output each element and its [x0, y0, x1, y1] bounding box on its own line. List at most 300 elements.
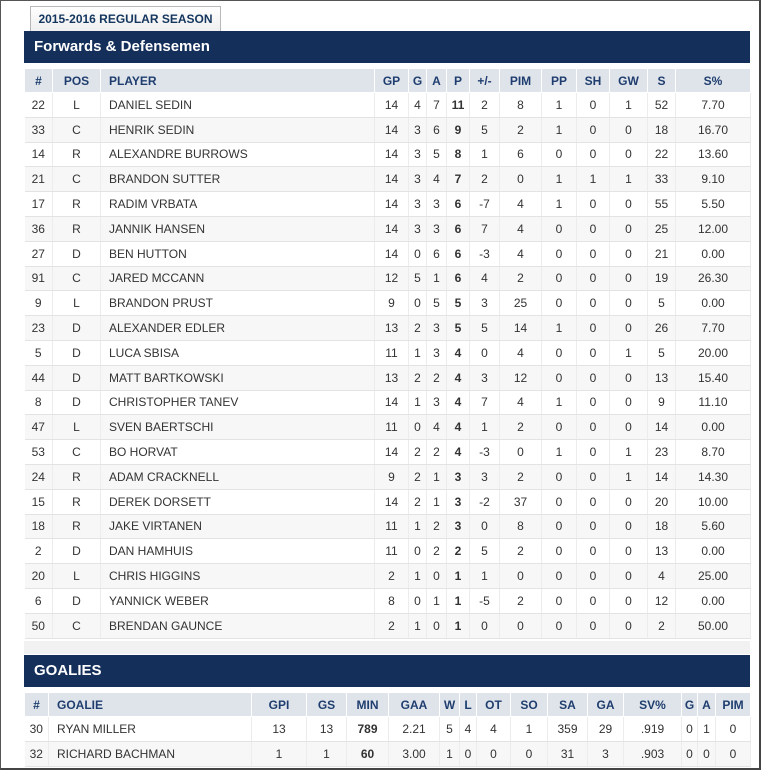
cell-gw: 0: [610, 390, 648, 415]
cell-g: 1: [409, 340, 427, 365]
cell-pos: R: [53, 464, 101, 489]
column-header-number[interactable]: #: [25, 69, 53, 93]
cell-pim: 12: [500, 365, 542, 390]
cell-plus-minus: 4: [470, 266, 500, 291]
cell-pim: 4: [500, 241, 542, 266]
cell-g: 5: [409, 266, 427, 291]
cell-p: 11: [447, 93, 470, 118]
table-row: [25, 93, 751, 118]
cell-g: 1: [409, 564, 427, 589]
skaters-section-title: Forwards & Defensemen: [24, 31, 750, 63]
cell-a: 3: [427, 316, 447, 341]
table-row: [25, 717, 751, 742]
cell-s: 22: [648, 142, 676, 167]
cell-shooting-pct: 5.60: [676, 514, 751, 539]
cell-pp: 1: [542, 440, 577, 465]
cell-pim: 0: [500, 167, 542, 192]
cell-sh: 0: [577, 539, 610, 564]
cell-sh: 0: [577, 241, 610, 266]
cell-s: 4: [648, 564, 676, 589]
column-header-min[interactable]: MIN: [347, 693, 389, 717]
cell-a: 4: [427, 415, 447, 440]
column-header-goalie[interactable]: GOALIE: [49, 693, 252, 717]
cell-pos: D: [53, 241, 101, 266]
column-header-gw[interactable]: GW: [610, 69, 648, 93]
cell-g: 3: [409, 117, 427, 142]
cell-pim: 8: [500, 514, 542, 539]
player-name-link[interactable]: BRANDON SUTTER: [101, 167, 375, 192]
cell-p: 4: [447, 415, 470, 440]
column-header-a[interactable]: A: [698, 693, 716, 717]
column-header-ot[interactable]: OT: [477, 693, 511, 717]
cell-gw: 0: [610, 117, 648, 142]
cell-gw: 1: [610, 340, 648, 365]
cell-shooting-pct: 50.00: [676, 613, 751, 638]
cell-a: 1: [427, 266, 447, 291]
cell-pp: 1: [542, 93, 577, 118]
cell-gw: 0: [610, 514, 648, 539]
player-name-link[interactable]: JANNIK HANSEN: [101, 216, 375, 241]
cell-number: 53: [25, 440, 53, 465]
cell-sh: 0: [577, 489, 610, 514]
column-header-l[interactable]: L: [460, 693, 477, 717]
cell-gw: 0: [610, 613, 648, 638]
cell-gp: 9: [375, 291, 409, 316]
table-row: [25, 117, 751, 142]
cell-pp: 0: [542, 415, 577, 440]
cell-shooting-pct: 13.60: [676, 142, 751, 167]
cell-p: 3: [447, 514, 470, 539]
column-header-pos[interactable]: POS: [53, 69, 101, 93]
cell-gpi: 13: [252, 717, 307, 742]
player-name-link[interactable]: RADIM VRBATA: [101, 192, 375, 217]
column-header-ga[interactable]: GA: [588, 693, 624, 717]
cell-p: 1: [447, 588, 470, 613]
cell-so: 0: [511, 741, 548, 766]
cell-gp: 2: [375, 613, 409, 638]
cell-shooting-pct: 10.00: [676, 489, 751, 514]
column-header-player[interactable]: PLAYER: [101, 69, 375, 93]
cell-gp: 11: [375, 415, 409, 440]
cell-s: 2: [648, 613, 676, 638]
cell-s: 13: [648, 539, 676, 564]
cell-p: 9: [447, 117, 470, 142]
player-name-link[interactable]: JAKE VIRTANEN: [101, 514, 375, 539]
cell-save-pct: .903: [624, 741, 682, 766]
column-header-w[interactable]: W: [440, 693, 460, 717]
cell-shooting-pct: 26.30: [676, 266, 751, 291]
cell-a: 2: [427, 440, 447, 465]
column-header-gs[interactable]: GS: [307, 693, 347, 717]
cell-g: 2: [409, 365, 427, 390]
cell-p: 1: [447, 564, 470, 589]
column-header-pp[interactable]: PP: [542, 69, 577, 93]
cell-gw: 0: [610, 316, 648, 341]
cell-p: 6: [447, 192, 470, 217]
cell-plus-minus: 7: [470, 390, 500, 415]
cell-plus-minus: -3: [470, 440, 500, 465]
cell-a: 0: [427, 613, 447, 638]
cell-pim: 2: [500, 464, 542, 489]
cell-min: 789: [347, 717, 389, 742]
cell-gw: 1: [610, 93, 648, 118]
cell-gw: 0: [610, 142, 648, 167]
cell-l: 4: [460, 717, 477, 742]
column-header-gp[interactable]: GP: [375, 69, 409, 93]
table-row: [25, 142, 751, 167]
cell-shooting-pct: 15.40: [676, 365, 751, 390]
cell-g: 3: [409, 142, 427, 167]
cell-pos: L: [53, 564, 101, 589]
cell-g: 3: [409, 167, 427, 192]
cell-shooting-pct: 12.00: [676, 216, 751, 241]
cell-a: 2: [427, 539, 447, 564]
cell-number: 2: [25, 539, 53, 564]
cell-pp: 1: [542, 390, 577, 415]
cell-pim: 2: [500, 266, 542, 291]
cell-plus-minus: 5: [470, 539, 500, 564]
cell-a: 2: [427, 365, 447, 390]
cell-pim: 4: [500, 340, 542, 365]
cell-pp: 1: [542, 117, 577, 142]
cell-pim: 37: [500, 489, 542, 514]
cell-pos: C: [53, 266, 101, 291]
goalies-section-title: GOALIES: [24, 655, 750, 687]
cell-pp: 0: [542, 588, 577, 613]
cell-p: 7: [447, 167, 470, 192]
cell-g: 4: [409, 93, 427, 118]
cell-number: 14: [25, 142, 53, 167]
column-header-pim[interactable]: PIM: [500, 69, 542, 93]
cell-s: 26: [648, 316, 676, 341]
cell-shooting-pct: 7.70: [676, 316, 751, 341]
cell-s: 33: [648, 167, 676, 192]
column-header-sa[interactable]: SA: [548, 693, 588, 717]
cell-pim: 2: [500, 415, 542, 440]
cell-sh: 0: [577, 340, 610, 365]
cell-plus-minus: 3: [470, 464, 500, 489]
cell-p: 5: [447, 291, 470, 316]
cell-s: 18: [648, 117, 676, 142]
cell-pos: R: [53, 142, 101, 167]
cell-pp: 0: [542, 266, 577, 291]
cell-pos: D: [53, 390, 101, 415]
cell-a: 3: [427, 192, 447, 217]
cell-gw: 0: [610, 216, 648, 241]
cell-ga: 29: [588, 717, 624, 742]
cell-shooting-pct: 0.00: [676, 291, 751, 316]
column-header-a[interactable]: A: [427, 69, 447, 93]
player-name-link[interactable]: DEREK DORSETT: [101, 489, 375, 514]
cell-sh: 1: [577, 167, 610, 192]
table-row: [25, 192, 751, 217]
cell-w: 1: [440, 741, 460, 766]
section-divider: [24, 641, 750, 654]
cell-ot: 4: [477, 717, 511, 742]
cell-sh: 0: [577, 514, 610, 539]
cell-p: 3: [447, 464, 470, 489]
table-row: [25, 216, 751, 241]
cell-number: 22: [25, 93, 53, 118]
cell-w: 5: [440, 717, 460, 742]
cell-number: 50: [25, 613, 53, 638]
cell-shooting-pct: 8.70: [676, 440, 751, 465]
cell-g: 2: [409, 489, 427, 514]
player-name-link[interactable]: SVEN BAERTSCHI: [101, 415, 375, 440]
cell-gw: 1: [610, 464, 648, 489]
cell-pos: D: [53, 340, 101, 365]
cell-gw: 1: [610, 167, 648, 192]
cell-pim: 6: [500, 142, 542, 167]
player-name-link[interactable]: DAN HAMHUIS: [101, 539, 375, 564]
cell-p: 5: [447, 316, 470, 341]
cell-pos: C: [53, 613, 101, 638]
cell-p: 3: [447, 489, 470, 514]
player-name-link[interactable]: CHRIS HIGGINS: [101, 564, 375, 589]
cell-pos: C: [53, 167, 101, 192]
column-header-number[interactable]: #: [25, 693, 49, 717]
cell-gp: 14: [375, 167, 409, 192]
cell-plus-minus: 1: [470, 564, 500, 589]
cell-p: 4: [447, 390, 470, 415]
cell-gw: 0: [610, 415, 648, 440]
cell-sh: 0: [577, 613, 610, 638]
player-name-link[interactable]: BRENDAN GAUNCE: [101, 613, 375, 638]
cell-gp: 14: [375, 142, 409, 167]
cell-pp: 0: [542, 539, 577, 564]
cell-plus-minus: 1: [470, 415, 500, 440]
cell-pim: 0: [500, 613, 542, 638]
cell-sh: 0: [577, 440, 610, 465]
column-header-gaa[interactable]: GAA: [389, 693, 440, 717]
cell-plus-minus: -2: [470, 489, 500, 514]
cell-gw: 1: [610, 440, 648, 465]
cell-plus-minus: 3: [470, 365, 500, 390]
cell-number: 30: [25, 717, 49, 742]
cell-pos: D: [53, 539, 101, 564]
cell-gp: 9: [375, 464, 409, 489]
cell-shooting-pct: 20.00: [676, 340, 751, 365]
cell-a: 4: [427, 167, 447, 192]
cell-shooting-pct: 25.00: [676, 564, 751, 589]
cell-gs: 1: [307, 741, 347, 766]
cell-a: 1: [427, 489, 447, 514]
player-name-link[interactable]: YANNICK WEBER: [101, 588, 375, 613]
cell-gp: 11: [375, 539, 409, 564]
column-header-gpi[interactable]: GPI: [252, 693, 307, 717]
cell-p: 4: [447, 365, 470, 390]
cell-pp: 0: [542, 142, 577, 167]
player-name-link[interactable]: ALEXANDER EDLER: [101, 316, 375, 341]
cell-pos: R: [53, 192, 101, 217]
cell-gp: 12: [375, 266, 409, 291]
player-name-link[interactable]: BEN HUTTON: [101, 241, 375, 266]
cell-p: 6: [447, 241, 470, 266]
cell-s: 9: [648, 390, 676, 415]
cell-pos: D: [53, 365, 101, 390]
player-name-link[interactable]: BRANDON PRUST: [101, 291, 375, 316]
cell-number: 21: [25, 167, 53, 192]
cell-number: 6: [25, 588, 53, 613]
cell-pp: 0: [542, 365, 577, 390]
table-row: [25, 365, 751, 390]
column-header-save-pct[interactable]: SV%: [624, 693, 682, 717]
cell-plus-minus: -5: [470, 588, 500, 613]
cell-p: 6: [447, 266, 470, 291]
cell-pim: 0: [500, 440, 542, 465]
player-name-link[interactable]: RYAN MILLER: [49, 717, 252, 742]
cell-a: 3: [427, 216, 447, 241]
cell-g: 3: [409, 192, 427, 217]
cell-gw: 0: [610, 266, 648, 291]
cell-pim: 0: [716, 741, 751, 766]
cell-shooting-pct: 0.00: [676, 241, 751, 266]
cell-plus-minus: 5: [470, 316, 500, 341]
cell-gp: 14: [375, 390, 409, 415]
table-row: [25, 489, 751, 514]
cell-p: 4: [447, 440, 470, 465]
cell-number: 9: [25, 291, 53, 316]
cell-gp: 14: [375, 216, 409, 241]
cell-pp: 0: [542, 291, 577, 316]
cell-pim: 2: [500, 539, 542, 564]
cell-g: 3: [409, 216, 427, 241]
cell-plus-minus: 3: [470, 291, 500, 316]
cell-sh: 0: [577, 316, 610, 341]
skaters-table: [24, 68, 751, 639]
cell-shooting-pct: 11.10: [676, 390, 751, 415]
cell-pim: 0: [500, 564, 542, 589]
cell-pim: 2: [500, 588, 542, 613]
player-name-link[interactable]: LUCA SBISA: [101, 340, 375, 365]
cell-gw: 0: [610, 192, 648, 217]
cell-gp: 11: [375, 514, 409, 539]
player-name-link[interactable]: JARED MCCANN: [101, 266, 375, 291]
player-name-link[interactable]: BO HORVAT: [101, 440, 375, 465]
cell-pp: 0: [542, 340, 577, 365]
cell-s: 14: [648, 415, 676, 440]
cell-pp: 1: [542, 192, 577, 217]
cell-l: 0: [460, 741, 477, 766]
cell-gs: 13: [307, 717, 347, 742]
table-row: [25, 464, 751, 489]
cell-gw: 0: [610, 564, 648, 589]
player-name-link[interactable]: RICHARD BACHMAN: [49, 741, 252, 766]
cell-s: 12: [648, 588, 676, 613]
cell-a: 5: [427, 291, 447, 316]
cell-s: 14: [648, 464, 676, 489]
player-name-link[interactable]: DANIEL SEDIN: [101, 93, 375, 118]
cell-g: 0: [682, 717, 698, 742]
cell-gp: 14: [375, 489, 409, 514]
cell-plus-minus: 5: [470, 117, 500, 142]
cell-a: 6: [427, 117, 447, 142]
cell-g: 2: [409, 464, 427, 489]
cell-a: 0: [427, 564, 447, 589]
cell-pos: L: [53, 415, 101, 440]
cell-gp: 14: [375, 440, 409, 465]
table-row: [25, 514, 751, 539]
column-header-g[interactable]: G: [682, 693, 698, 717]
cell-number: 32: [25, 741, 49, 766]
cell-sh: 0: [577, 390, 610, 415]
cell-pos: R: [53, 514, 101, 539]
tab-regular-season[interactable]: 2015-2016 REGULAR SEASON: [30, 6, 221, 32]
cell-gw: 0: [610, 588, 648, 613]
cell-pim: 4: [500, 216, 542, 241]
cell-s: 19: [648, 266, 676, 291]
cell-number: 18: [25, 514, 53, 539]
cell-number: 33: [25, 117, 53, 142]
cell-s: 5: [648, 291, 676, 316]
cell-pos: C: [53, 117, 101, 142]
column-header-pim[interactable]: PIM: [716, 693, 751, 717]
column-header-shooting-pct[interactable]: S%: [676, 69, 751, 93]
cell-gp: 14: [375, 241, 409, 266]
player-name-link[interactable]: CHRISTOPHER TANEV: [101, 390, 375, 415]
cell-gp: 2: [375, 564, 409, 589]
cell-plus-minus: 7: [470, 216, 500, 241]
cell-pim: 4: [500, 192, 542, 217]
cell-number: 23: [25, 316, 53, 341]
player-name-link[interactable]: MATT BARTKOWSKI: [101, 365, 375, 390]
cell-s: 18: [648, 514, 676, 539]
cell-shooting-pct: 0.00: [676, 588, 751, 613]
column-header-g[interactable]: G: [409, 69, 427, 93]
column-header-so[interactable]: SO: [511, 693, 548, 717]
cell-sa: 359: [548, 717, 588, 742]
table-row: [25, 440, 751, 465]
table-row: [25, 564, 751, 589]
column-header-sh[interactable]: SH: [577, 69, 610, 93]
table-row: [25, 390, 751, 415]
player-name-link[interactable]: HENRIK SEDIN: [101, 117, 375, 142]
cell-number: 20: [25, 564, 53, 589]
cell-so: 1: [511, 717, 548, 742]
cell-s: 55: [648, 192, 676, 217]
cell-pp: 1: [542, 167, 577, 192]
cell-sa: 31: [548, 741, 588, 766]
cell-a: 5: [427, 142, 447, 167]
cell-a: 0: [698, 741, 716, 766]
table-row: [25, 291, 751, 316]
player-name-link[interactable]: ADAM CRACKNELL: [101, 464, 375, 489]
cell-number: 44: [25, 365, 53, 390]
cell-g: 1: [409, 613, 427, 638]
cell-g: 2: [409, 440, 427, 465]
cell-plus-minus: 0: [470, 613, 500, 638]
cell-pp: 0: [542, 216, 577, 241]
cell-s: 25: [648, 216, 676, 241]
column-header-plus-minus[interactable]: +/-: [470, 69, 500, 93]
cell-gp: 14: [375, 93, 409, 118]
cell-gw: 0: [610, 365, 648, 390]
cell-p: 8: [447, 142, 470, 167]
cell-g: 0: [409, 241, 427, 266]
cell-s: 52: [648, 93, 676, 118]
cell-pos: D: [53, 316, 101, 341]
player-name-link[interactable]: ALEXANDRE BURROWS: [101, 142, 375, 167]
column-header-s[interactable]: S: [648, 69, 676, 93]
cell-shooting-pct: 9.10: [676, 167, 751, 192]
cell-pp: 0: [542, 241, 577, 266]
cell-sh: 0: [577, 266, 610, 291]
cell-pim: 4: [500, 390, 542, 415]
cell-gp: 13: [375, 365, 409, 390]
cell-pim: 8: [500, 93, 542, 118]
cell-pim: 25: [500, 291, 542, 316]
column-header-p[interactable]: P: [447, 69, 470, 93]
